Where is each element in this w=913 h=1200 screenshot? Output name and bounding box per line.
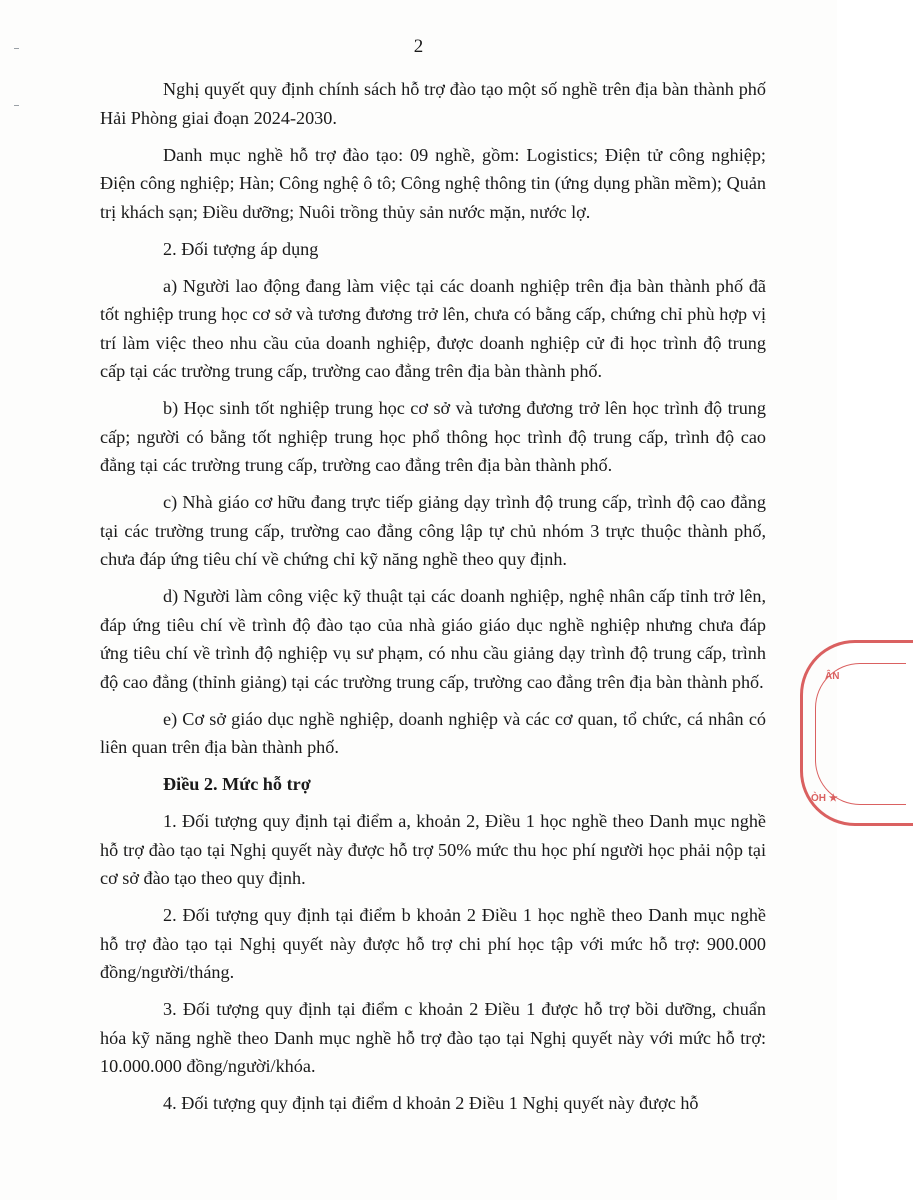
document-body [100,75,766,1126]
paragraph-section-2-heading: 2. Đối tượng áp dụng [163,238,319,259]
paragraph-item-d: d) Người làm công việc kỹ thuật tại các doanh nghiệp, nghệ nhân cấp tỉnh trở lên, đáp ứng tiêu chí về trình độ đào tạo của nhà giáo giáo dục nghề nghiệp nhưng chưa đáp ứng tiêu chí về trình độ nghiệp vụ sư phạm, có nhu cầu giảng dạy trình độ trung cấp, trình độ cao đẳng (thỉnh giảng) tại các trường trung cấp, trường cao đẳng trên địa bàn thành phố. [100,586,766,692]
paragraph-resolution-title: Nghị quyết quy định chính sách hỗ trợ đào tạo một số nghề trên địa bàn thành phố Hải Phòng giai đoạn 2024-2030. [100,79,766,128]
red-seal-inner-ring [815,663,906,805]
article-2-heading: Điều 2. Mức hỗ trợ [163,774,311,794]
page-number: 2 [413,36,424,57]
paragraph-item-c: c) Nhà giáo cơ hữu đang trực tiếp giảng dạy trình độ trung cấp, trình độ cao đẳng tại các trường trung cấp, trường cao đẳng công lập tự chủ nhóm 3 trực thuộc thành phố, chưa đáp ứng tiêu chí về chứng chỉ kỹ năng nghề theo quy định. [100,492,766,569]
paragraph-support-1: 1. Đối tượng quy định tại điểm a, khoản 2, Điều 1 học nghề theo Danh mục nghề hỗ trợ đào tạo tại Nghị quyết này được hỗ trợ 50% mức thu học phí người học phải nộp tại cơ sở đào tạo theo quy định. [100,811,766,888]
paragraph-item-a: a) Người lao động đang làm việc tại các doanh nghiệp trên địa bàn thành phố đã tốt nghiệp trung học cơ sở và tương đương trở lên, chưa có bằng cấp, chứng chỉ phù hợp vị trí làm việc theo nhu cầu của doanh nghiệp, được doanh nghiệp cử đi học trình độ trung cấp tại các trường trung cấp, trường cao đẳng trên địa bàn thành phố. [100,275,766,381]
paragraph-item-b: b) Học sinh tốt nghiệp trung học cơ sở và tương đương trở lên học trình độ trung cấp; người có bằng tốt nghiệp trung học phổ thông học trình độ trung cấp, trình độ cao đẳng tại các trường trung cấp, trường cao đẳng trên địa bàn thành phố. [100,398,766,475]
red-seal-stamp [800,640,913,826]
stamp-text-bottom: ÒH ★ [811,793,838,804]
paragraph-support-2: 2. Đối tượng quy định tại điểm b khoản 2 Điều 1 học nghề theo Danh mục nghề hỗ trợ đào tạo tại Nghị quyết này được hỗ trợ chi phí học tập với mức hỗ trợ: 900.000 đồng/người/tháng. [100,905,766,982]
paragraph-item-e: e) Cơ sở giáo dục nghề nghiệp, doanh nghiệp và các cơ quan, tổ chức, cá nhân có liên quan trên địa bàn thành phố. [100,708,766,757]
stamp-text-top: ÂN [825,671,840,682]
paragraph-occupation-list: Danh mục nghề hỗ trợ đào tạo: 09 nghề, gồm: Logistics; Điện tử công nghiệp; Điện công nghiệp; Hàn; Công nghệ ô tô; Công nghệ thông tin (ứng dụng phần mềm); Quản trị khách sạn; Điều dưỡng; Nuôi trồng thủy sản nước mặn, nước lợ. [100,144,766,222]
paragraph-support-3: 3. Đối tượng quy định tại điểm c khoản 2 Điều 1 được hỗ trợ bồi dưỡng, chuẩn hóa kỹ năng nghề theo Danh mục nghề hỗ trợ đào tạo tại Nghị quyết này với mức hỗ trợ: 10.000.000 đồng/người/khóa. [100,999,766,1076]
scan-margin-mark [14,105,19,106]
paragraph-support-4: 4. Đối tượng quy định tại điểm d khoản 2 Điều 1 Nghị quyết này được hỗ [163,1093,699,1113]
